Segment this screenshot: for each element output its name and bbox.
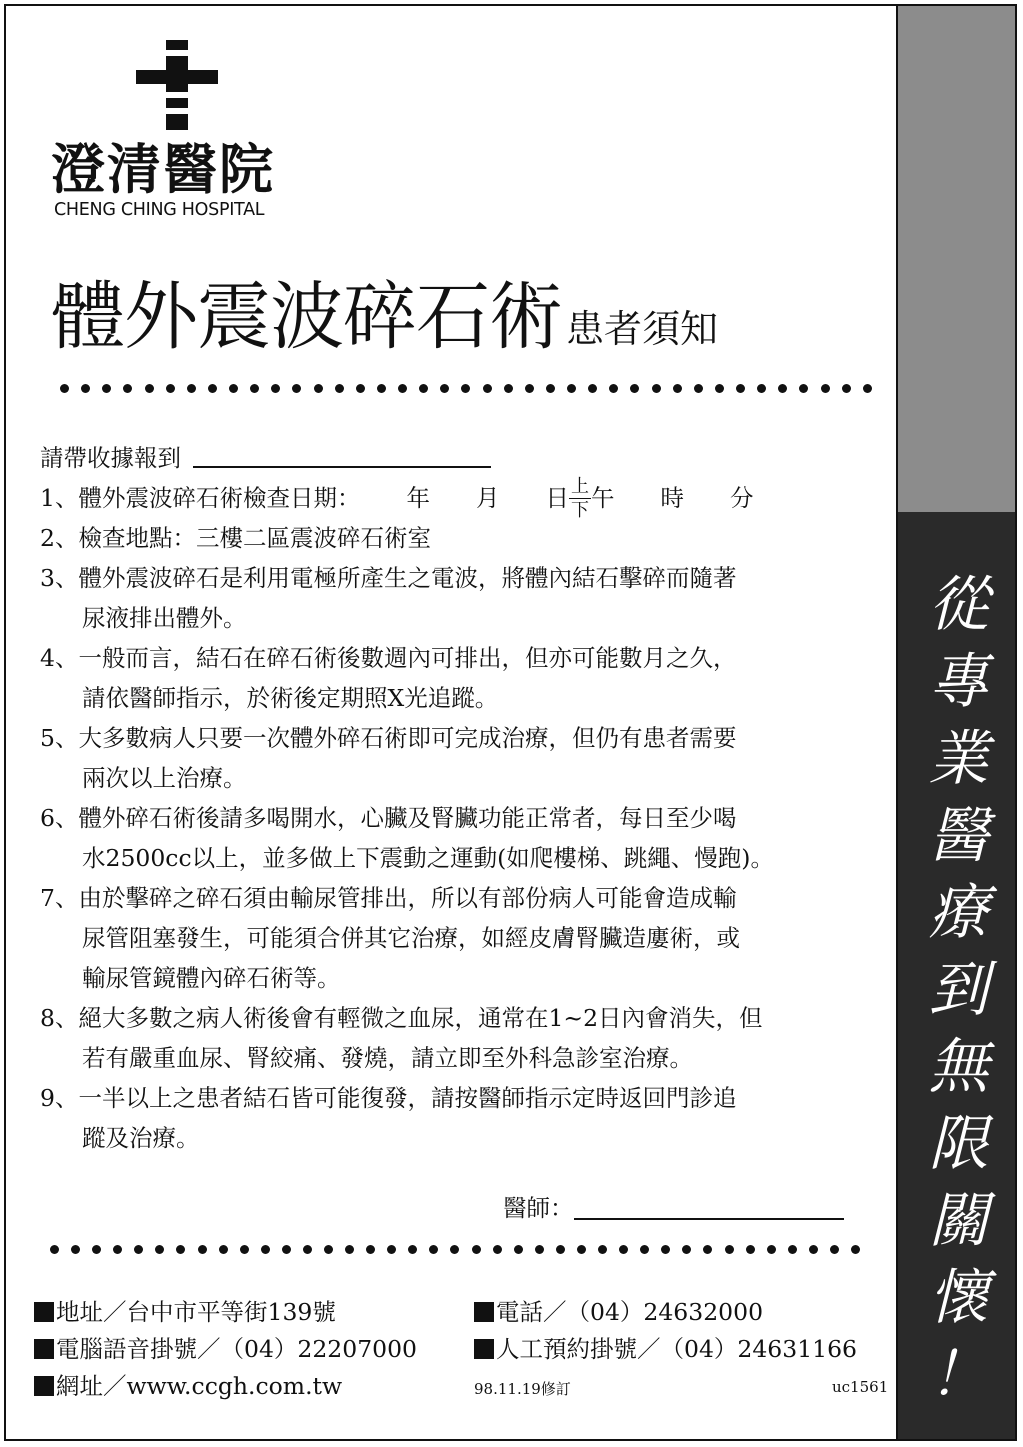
instruction-line: 輸尿管鏡體內碎石術等。	[82, 964, 341, 992]
divider-dot	[398, 384, 407, 393]
instruction-line: 若有嚴重血尿、腎絞痛、發燒，請立即至外科急診室治療。	[82, 1044, 693, 1072]
slogan-char: 懷	[928, 1263, 989, 1333]
dotted-divider-top	[60, 382, 872, 394]
divider-dot	[92, 1245, 101, 1254]
divider-dot	[863, 384, 872, 393]
divider-dot	[652, 384, 661, 393]
title-main: 體外震波碎石術	[51, 274, 562, 360]
divider-dot	[60, 384, 69, 393]
instruction-line: 3、體外震波碎石是利用電極所產生之電波，將體內結石擊碎而隨著	[40, 564, 737, 592]
hospital-name-en: CHENG CHING HOSPITAL	[54, 200, 265, 220]
divider-dot	[387, 1245, 396, 1254]
slogan-char: 到	[928, 955, 989, 1025]
divider-dot	[303, 1245, 312, 1254]
revision-date: 98.11.19修訂	[474, 1380, 571, 1398]
slogan-char: 業	[928, 724, 989, 794]
divider-dot	[408, 1245, 417, 1254]
divider-dot	[619, 1245, 628, 1254]
divider-dot	[461, 384, 470, 393]
instruction-line: 2、檢查地點：三樓二區震波碎石術室	[40, 524, 431, 552]
divider-dot	[440, 384, 449, 393]
instruction-line: 8、絕大多數之病人術後會有輕微之血尿，通常在1~2日內會消失，但	[40, 1004, 763, 1032]
divider-dot	[598, 1245, 607, 1254]
divider-dot	[240, 1245, 249, 1254]
divider-dot	[546, 384, 555, 393]
divider-dot	[809, 1245, 818, 1254]
divider-dot	[429, 1245, 438, 1254]
website-line	[34, 1368, 417, 1405]
instructions	[40, 438, 890, 1158]
instruction-line: 請依醫師指示，於術後定期照X光追蹤。	[82, 684, 499, 712]
instruction-line: 5、大多數病人只要一次體外碎石術即可完成治療，但仍有患者需要	[40, 724, 737, 752]
voice-reg-text: 電腦語音掛號／（04）22207000	[56, 1335, 418, 1363]
divider-dot	[292, 384, 301, 393]
sidebar-slogan-panel	[896, 512, 1017, 1441]
slogan-char: 限	[928, 1109, 989, 1179]
bullet-square-icon	[34, 1302, 54, 1322]
sidebar-gray-panel	[896, 6, 1017, 512]
noon-label: 午	[590, 484, 615, 512]
address-line	[34, 1294, 417, 1331]
divider-dot	[472, 1245, 481, 1254]
hospital-cross-logo-icon	[136, 40, 218, 130]
bullet-square-icon	[474, 1302, 494, 1322]
divider-dot	[767, 1245, 776, 1254]
footer-left	[34, 1294, 417, 1405]
receipt-line	[40, 438, 890, 478]
instruction-line: 水2500cc以上，並多做上下震動之運動(如爬樓梯、跳繩、慢跑)。	[82, 844, 774, 872]
bullet-square-icon	[34, 1339, 54, 1359]
divider-dot	[725, 1245, 734, 1254]
instruction-line: 尿管阻塞發生，可能須合併其它治療，如經皮膚腎臟造廔術，或	[82, 924, 740, 952]
instruction-line: 蹤及治療。	[82, 1124, 200, 1152]
divider-dot	[208, 384, 217, 393]
divider-dot	[250, 384, 259, 393]
divider-dot	[588, 384, 597, 393]
divider-dot	[155, 1245, 164, 1254]
divider-dot	[166, 384, 175, 393]
divider-dot	[556, 1245, 565, 1254]
divider-dot	[661, 1245, 670, 1254]
divider-dot	[134, 1245, 143, 1254]
divider-dot	[198, 1245, 207, 1254]
divider-dot	[271, 384, 280, 393]
slogan-char: 關	[928, 1186, 989, 1256]
slogan-char: 從	[928, 570, 989, 640]
divider-dot	[640, 1245, 649, 1254]
slogan-char: 無	[928, 1032, 989, 1102]
divider-dot	[673, 384, 682, 393]
divider-dot	[715, 384, 724, 393]
divider-dot	[535, 1245, 544, 1254]
footer-right	[474, 1294, 857, 1368]
divider-dot	[504, 384, 513, 393]
divider-dot	[842, 384, 851, 393]
minute-label: 分	[729, 484, 754, 512]
divider-dot	[335, 384, 344, 393]
bullet-square-icon	[34, 1376, 54, 1396]
divider-dot	[630, 384, 639, 393]
divider-dot	[830, 1245, 839, 1254]
receipt-label: 請帶收據報到	[40, 444, 181, 472]
slogan-char: 療	[928, 878, 989, 948]
divider-dot	[703, 1245, 712, 1254]
address-text: 地址／台中市平等街139號	[56, 1298, 336, 1326]
instruction-line: 兩次以上治療。	[82, 764, 247, 792]
month-label: 月	[475, 484, 500, 512]
doctor-signature-line	[574, 1188, 844, 1220]
phone-text: 電話／（04）24632000	[496, 1298, 764, 1326]
doctor-label: 醫師：	[503, 1194, 574, 1222]
phone-line	[474, 1294, 857, 1331]
divider-dot	[345, 1245, 354, 1254]
divider-dot	[694, 384, 703, 393]
slogan-char: 專	[928, 647, 989, 717]
divider-dot	[746, 1245, 755, 1254]
divider-dot	[314, 384, 323, 393]
instruction-line: 4、一般而言，結石在碎石術後數週內可排出，但亦可能數月之久，	[40, 644, 737, 672]
divider-dot	[799, 384, 808, 393]
divider-dot	[187, 384, 196, 393]
title-sub: 患者須知	[566, 307, 719, 351]
divider-dot	[483, 384, 492, 393]
am-pm-divider	[569, 498, 591, 499]
day-label: 日	[545, 484, 569, 512]
divider-dot	[736, 384, 745, 393]
divider-dot	[757, 384, 766, 393]
divider-dot	[419, 384, 428, 393]
divider-dot	[821, 384, 830, 393]
document-code: uc1561	[832, 1378, 889, 1396]
divider-dot	[145, 384, 154, 393]
divider-dot	[71, 1245, 80, 1254]
divider-dot	[567, 384, 576, 393]
hospital-name-cn: 澄清醫院	[51, 138, 275, 201]
divider-dot	[851, 1245, 860, 1254]
manual-reg-line	[474, 1331, 857, 1368]
divider-dot	[682, 1245, 691, 1254]
page-title	[51, 272, 718, 374]
divider-dot	[577, 1245, 586, 1254]
slogan-char: 醫	[928, 801, 989, 871]
divider-dot	[176, 1245, 185, 1254]
instruction-line: 9、一半以上之患者結石皆可能復發，請按醫師指示定時返回門診追	[40, 1084, 737, 1112]
year-label: 年	[406, 484, 430, 512]
manual-reg-text: 人工預約掛號／（04）24631166	[496, 1335, 858, 1363]
instruction-line: 尿液排出體外。	[82, 604, 247, 632]
exam-date-label: 1、體外震波碎石術檢查日期：	[40, 484, 361, 512]
doctor-signature	[503, 1188, 844, 1228]
divider-dot	[356, 384, 365, 393]
am-pm-selector	[569, 476, 591, 521]
document-page	[4, 4, 1017, 1441]
instruction-list	[40, 518, 890, 1158]
divider-dot	[50, 1245, 59, 1254]
instruction-line: 7、由於擊碎之碎石須由輸尿管排出，所以有部份病人可能會造成輸	[40, 884, 737, 912]
hour-label: 時	[660, 484, 684, 512]
divider-dot	[123, 384, 132, 393]
voice-reg-line	[34, 1331, 417, 1368]
website-text: 網址／www.ccgh.com.tw	[56, 1372, 343, 1400]
divider-dot	[450, 1245, 459, 1254]
pm-label: 下	[570, 500, 589, 521]
slogan-char: ！	[928, 1340, 989, 1410]
instruction-line: 6、體外碎石術後請多喝開水，心臟及腎臟功能正常者，每日至少喝	[40, 804, 737, 832]
receipt-blank	[193, 438, 491, 468]
divider-dot	[366, 1245, 375, 1254]
divider-dot	[282, 1245, 291, 1254]
bullet-square-icon	[474, 1339, 494, 1359]
divider-dot	[324, 1245, 333, 1254]
divider-dot	[261, 1245, 270, 1254]
dotted-divider-bottom	[50, 1243, 860, 1255]
exam-date-line	[40, 476, 890, 521]
slogan	[898, 567, 1017, 1414]
divider-dot	[377, 384, 386, 393]
divider-dot	[493, 1245, 502, 1254]
divider-dot	[514, 1245, 523, 1254]
divider-dot	[525, 384, 534, 393]
divider-dot	[219, 1245, 228, 1254]
divider-dot	[788, 1245, 797, 1254]
divider-dot	[609, 384, 618, 393]
divider-dot	[113, 1245, 122, 1254]
am-label: 上	[570, 476, 589, 497]
divider-dot	[778, 384, 787, 393]
divider-dot	[229, 384, 238, 393]
divider-dot	[102, 384, 111, 393]
divider-dot	[81, 384, 90, 393]
